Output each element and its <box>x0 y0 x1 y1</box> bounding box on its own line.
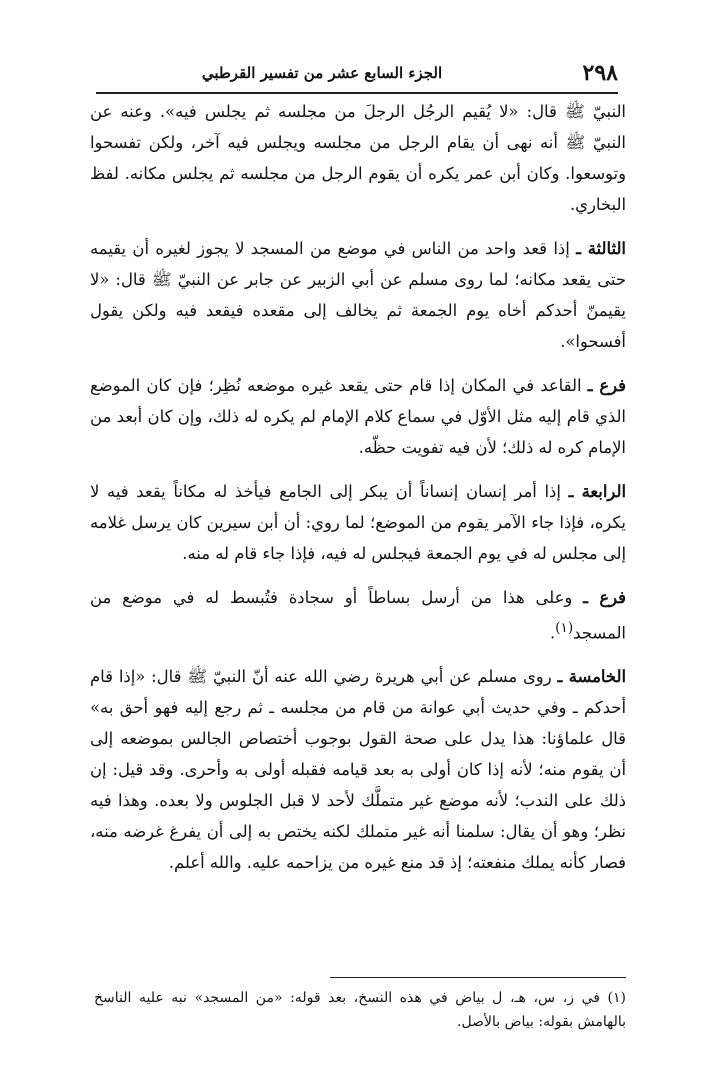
footnote-1: (١) في ز، س، هـ، ل بياض في هذه النسخ، بعد قوله: «من المسجد» نبه عليه الناسخ بالهامش بقوله: بياض بالأصل. <box>94 990 626 1030</box>
footnote-reference: (١) <box>555 620 574 636</box>
page-number: ٢٩٨ <box>582 60 618 86</box>
paragraph-text: روى مسلم عن أبي هريرة رضي الله عنه أنّ النبيّ ﷺ قال: «إذا قام أحدكم ـ وفي حديث أبي عوانة من قام من مجلسه ـ ثم رجع إليه فهو أحق به» قال علماؤنا: هذا يدل على صحة القول بوجوب أختصاص الجالس بموضعه إلى أن يقوم منه؛ لأنه إذا كان أولى به بعد قيامه فقبله أولى به وأحرى. وقد قيل: إن ذلك على الندب؛ لأنه موضع غير متملَّك لأحد لا قبل الجلوس ولا بعده. وهذا فيه نظر؛ وهو أن يقال: سلمنا أنه غير متملك لكنه يختص به إلى أن يفرغ غرضه منه، فصار كأنه يملك منفعته؛ إذ قد منع غيره من يزاحمه عليه. والله أعلم. <box>90 667 626 873</box>
page-body <box>90 96 626 891</box>
paragraph-text: النبيّ ﷺ قال: «لا يُقيم الرجُل الرجلَ من مجلسه ثم يجلس فيه». وعنه عن النبيّ ﷺ أنه نهى أن يقام الرجل من مجلسه ويجلس فيه آخر، ولكن تفسحوا وتوسعوا. وكان أبن عمر يكره أن يقوم الرجل من مجلسه ثم يجلس مكانه. لفظ البخاري. <box>90 102 626 214</box>
running-title: الجزء السابع عشر من تفسير القرطبي <box>201 64 443 82</box>
footnote-divider <box>330 977 626 978</box>
section-label-fifth: الخامسة ـ <box>557 667 627 687</box>
paragraph-end: . <box>549 623 556 643</box>
paragraph-branch-1 <box>90 370 626 463</box>
paragraph-text: إذا قعد واحد من الناس في موضع من المسجد لا يجوز لغيره أن يقيمه حتى يقعد مكانه؛ لما روى مسلم عن أبي الزبير عن جابر عن النبيّ ﷺ قال: «لا يقيمنّ أحدكم أخاه يوم الجمعة ثم يخالف إلى مقعده فيقعد فيه ولكن يقول أفسحوا». <box>90 239 626 351</box>
paragraph-continued <box>90 96 626 220</box>
section-label-third: الثالثة ـ <box>576 239 626 258</box>
paragraph-fifth <box>90 661 626 878</box>
paragraph-text: وعلى هذا من أرسل بساطاً أو سجادة فتُبسط له في موضع من المسجد <box>90 588 626 643</box>
section-label-branch: فرع ـ <box>583 588 626 607</box>
paragraph-text: إذا أمر إنسان إنساناً أن يبكر إلى الجامع فيأخذ له مكاناً يقعد فيه لا يكره، فإذا جاء الآمر يقوم من الموضع؛ لما روي: أن أبن سيرين كان يرسل غلامه إلى مجلس له في يوم الجمعة فيجلس له فيه، فإذا جاء قام له منه. <box>90 482 626 563</box>
footnotes <box>94 986 626 1034</box>
paragraph-branch-2 <box>90 582 626 648</box>
paragraph-fourth <box>90 476 626 569</box>
section-label-fourth: الرابعة ـ <box>568 482 626 501</box>
page-header <box>96 58 618 94</box>
paragraph-text: القاعد في المكان إذا قام حتى يقعد غيره موضعه نُظِر؛ فإن كان الموضع الذي قام إليه مثل الأوّل في سماع كلام الإمام لم يكره له ذلك، وإن كان أبعد من الإمام كره له ذلك؛ لأن فيه تفويت حظّه. <box>90 376 626 457</box>
paragraph-third <box>90 233 626 357</box>
section-label-branch: فرع ـ <box>587 376 626 395</box>
